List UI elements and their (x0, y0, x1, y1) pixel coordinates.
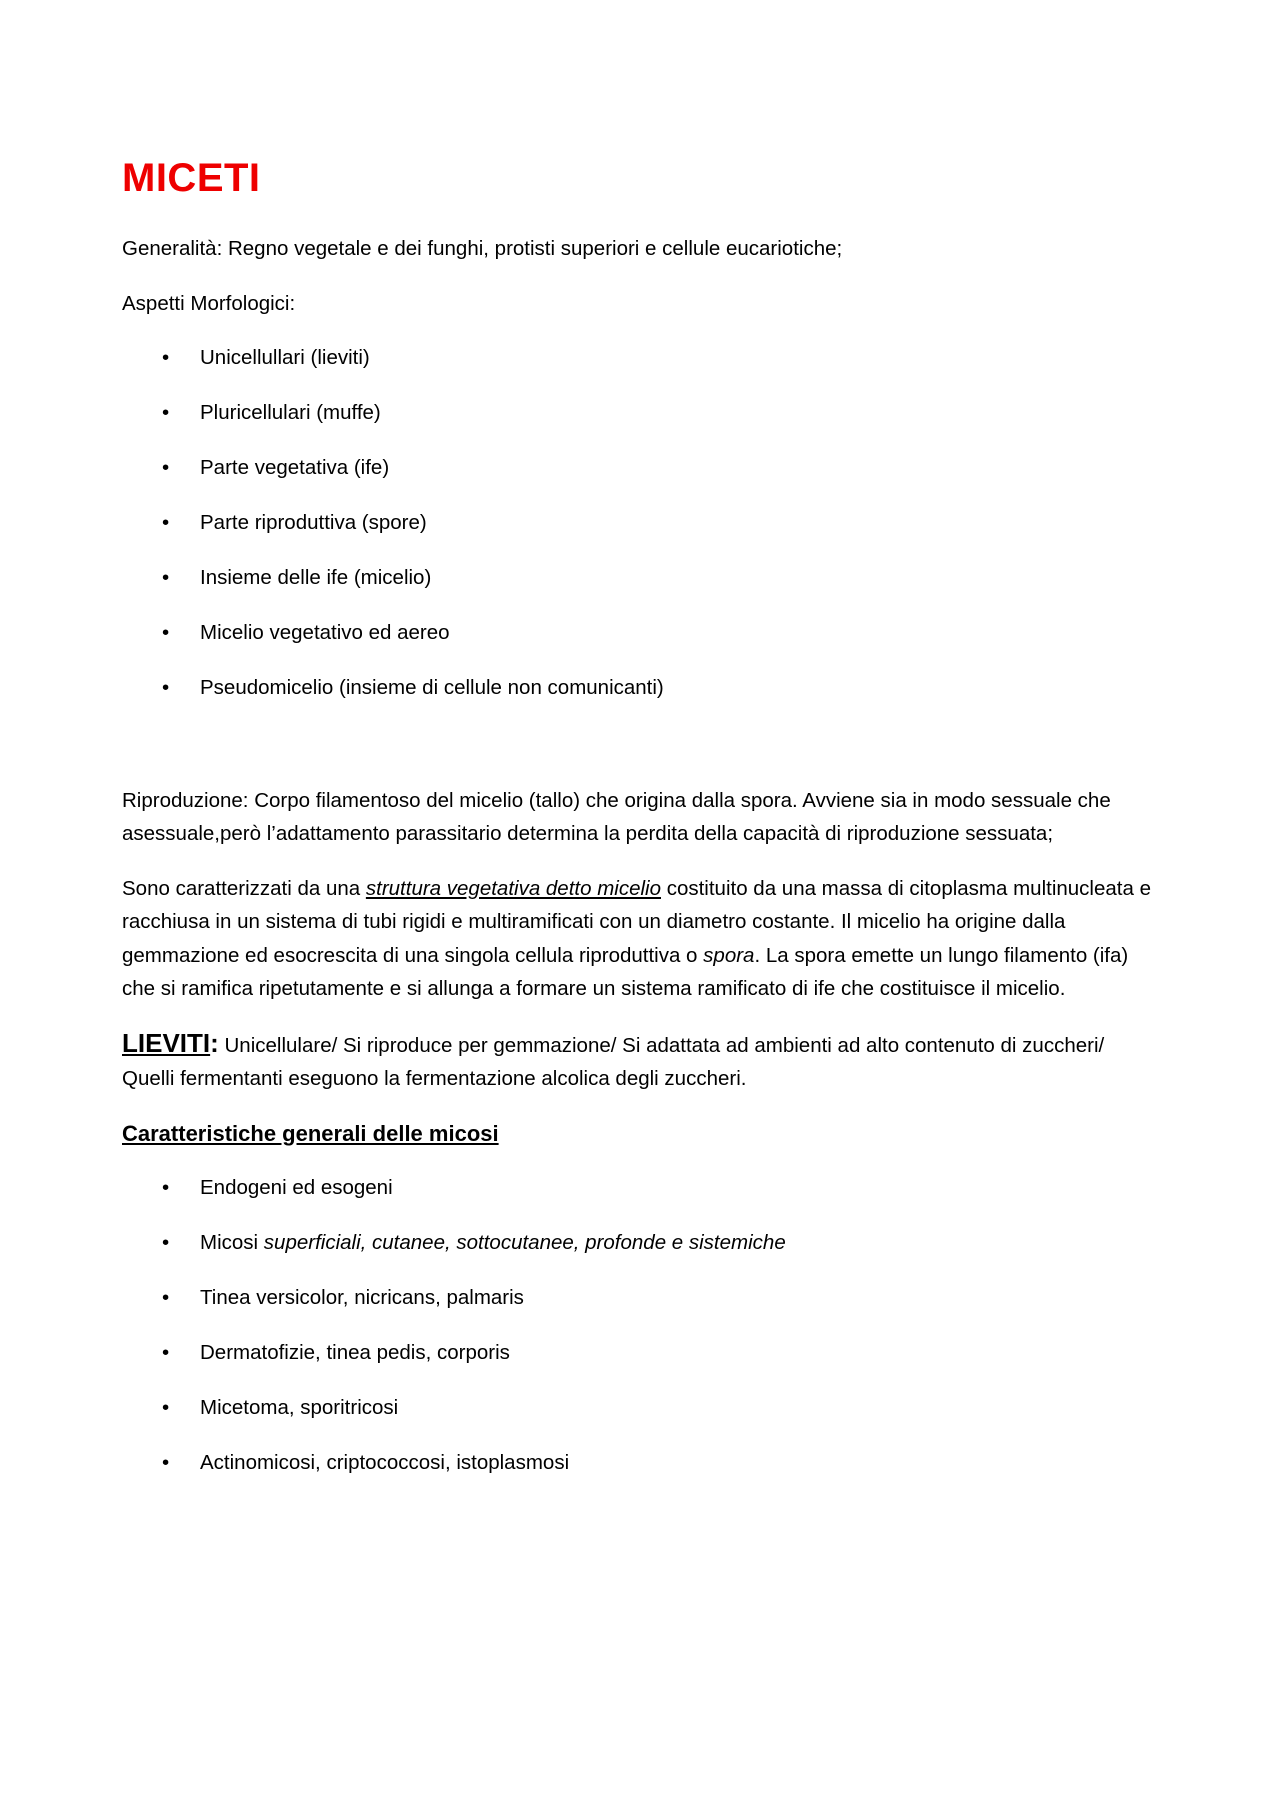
struttura-middle: costituito da una massa di citoplasma multinucleata e racchiusa in un sistema di tubi rigidi e multiramificati con un diametro costante. Il micelio ha origine dalla gemmazione ed esocrescita di una singola cellula riproduttiva o (122, 876, 1151, 967)
list-item (122, 1281, 1162, 1315)
aspetti-list (122, 341, 1162, 705)
bullet-icon: • (162, 566, 170, 589)
document-page (122, 150, 1162, 1501)
list-item-text: Micosi (200, 1231, 264, 1254)
bullet-icon: • (162, 456, 170, 479)
list-item (122, 671, 1162, 705)
list-item-text: Dermatofizie, tinea pedis, corporis (200, 1341, 510, 1364)
struttura-paragraph (122, 872, 1162, 1006)
list-item-text: Pluricellulari (muffe) (200, 401, 381, 424)
bullet-icon: • (162, 1396, 170, 1419)
blank-line (122, 726, 1162, 784)
bullet-icon: • (162, 1176, 170, 1199)
list-item (122, 506, 1162, 540)
list-item (122, 616, 1162, 650)
micosi-heading: Caratteristiche generali delle micosi (122, 1120, 499, 1146)
list-item (122, 341, 1162, 375)
list-item-text: Micetoma, sporitricosi (200, 1396, 399, 1419)
riproduzione-paragraph: Riproduzione: Corpo filamentoso del micelio (tallo) che origina dalla spora. Avviene sia in modo sessuale che asessuale,però l’adattamento parassitario determina la perdita della capacità di riproduzione sessuata; (122, 788, 1111, 845)
struttura-prefix: Sono caratterizzati da una (122, 876, 366, 900)
generalita-paragraph: Generalità: Regno vegetale e dei funghi, protisti superiori e cellule eucariotiche; (122, 237, 843, 260)
lieviti-heading: LIEVITI (122, 1027, 211, 1058)
list-item-text: Insieme delle ife (micelio) (200, 566, 432, 589)
lieviti-text: Unicellulare/ Si riproduce per gemmazione/ Si adattata ad ambienti ad alto contenuto di zuccheri/ Quelli fermentanti eseguono la fermentazione alcolica degli zuccheri. (122, 1033, 1105, 1090)
micosi-types-emphasis: superficiali, cutanee, sottocutanee, profonde e sistemiche (263, 1231, 786, 1254)
bullet-icon: • (162, 1341, 170, 1364)
bullet-icon: • (162, 511, 170, 534)
list-item-text: Pseudomicelio (insieme di cellule non comunicanti) (200, 676, 664, 699)
list-item-text: Micelio vegetativo ed aereo (200, 621, 450, 644)
list-item-text: Parte riproduttiva (spore) (200, 511, 427, 534)
page-title: MICETI (122, 156, 261, 200)
struttura-suffix: . La spora emette un lungo filamento (ifa) che si ramifica ripetutamente e si allunga a formare un sistema ramificato di ife che costituisce il micelio. (122, 943, 1129, 1000)
list-item (122, 451, 1162, 485)
bullet-icon: • (162, 1231, 170, 1254)
list-item (122, 561, 1162, 595)
list-item (122, 1391, 1162, 1425)
bullet-icon: • (162, 1286, 170, 1309)
bullet-icon: • (162, 621, 170, 644)
list-item-text: Endogeni ed esogeni (200, 1176, 393, 1199)
aspetti-label: Aspetti Morfologici: (122, 291, 296, 315)
bullet-icon: • (162, 1451, 170, 1474)
list-item (122, 1336, 1162, 1370)
list-item (122, 1171, 1162, 1205)
list-item (122, 1446, 1162, 1480)
bullet-icon: • (162, 676, 170, 699)
lieviti-colon: : (210, 1027, 219, 1058)
micosi-list (122, 1171, 1162, 1480)
list-item-text: Tinea versicolor, nicricans, palmaris (200, 1286, 524, 1309)
list-item-text: Unicellullari (lieviti) (200, 346, 370, 369)
spora-emphasis: spora (703, 943, 755, 967)
struttura-emphasis: struttura vegetativa detto micelio (365, 876, 661, 900)
list-item (122, 1226, 1162, 1260)
bullet-icon: • (162, 401, 170, 424)
list-item (122, 396, 1162, 430)
list-item-text: Parte vegetativa (ife) (200, 456, 390, 479)
lieviti-paragraph (122, 1027, 1162, 1096)
bullet-icon: • (162, 346, 170, 369)
list-item-text: Actinomicosi, criptococcosi, istoplasmosi (200, 1451, 570, 1474)
